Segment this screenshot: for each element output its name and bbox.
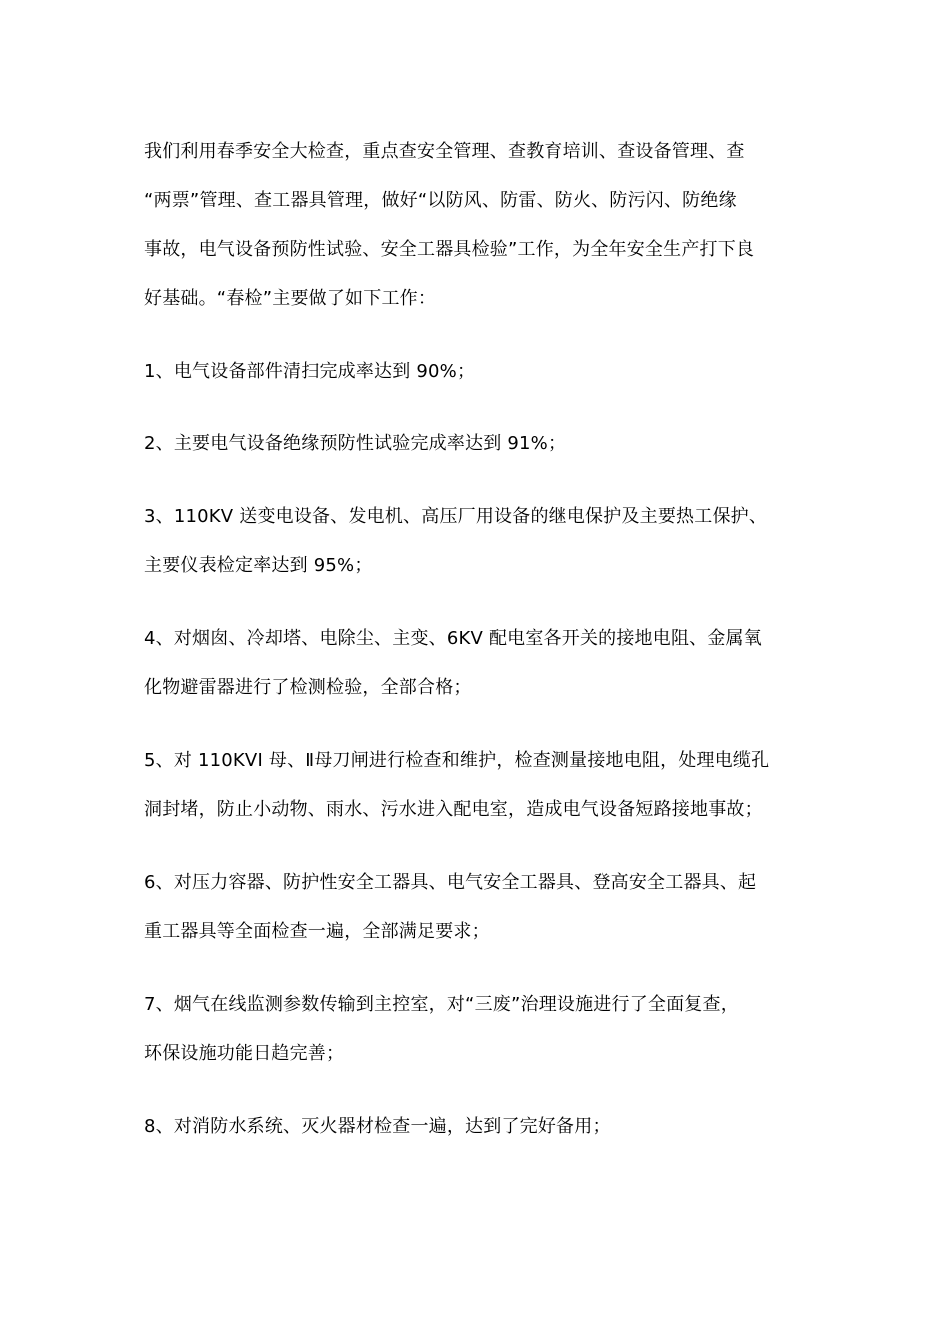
list-item-line: 4、对烟囱、冷却塔、电除尘、主变、6KV 配电室各开关的接地电阻、金属氧: [144, 628, 762, 649]
list-item-line: 环保设施功能日趋完善；: [144, 1043, 345, 1064]
list-item-line: 3、110KV 送变电设备、发电机、高压厂用设备的继电保护及主要热工保护、: [144, 506, 768, 527]
list-item-8: [144, 1102, 816, 1151]
list-item-4: [144, 614, 816, 712]
intro-line: “两票”管理、查工器具管理，做好“以防风、防雷、防火、防污闪、防绝缘: [144, 190, 737, 211]
intro-line: 好基础。“春检”主要做了如下工作：: [144, 288, 437, 309]
list-item-3: [144, 492, 816, 590]
list-item-line: 2、主要电气设备绝缘预防性试验完成率达到 91%；: [144, 433, 567, 454]
list-item-line: 5、对 110KVI 母、Ⅱ母刀闸进行检查和维护，检查测量接地电阻，处理电缆孔: [144, 750, 770, 771]
list-item-line: 7、烟气在线监测参数传输到主控室，对“三废”治理设施进行了全面复查，: [144, 994, 739, 1015]
list-item-line: 主要仪表检定率达到 95%；: [144, 555, 373, 576]
list-item-line: 8、对消防水系统、灭火器材检查一遍，达到了完好备用；: [144, 1116, 611, 1137]
list-item-line: 重工器具等全面检查一遍，全部满足要求；: [144, 921, 490, 942]
intro-paragraph: [144, 127, 816, 323]
list-item-line: 1、电气设备部件清扫完成率达到 90%；: [144, 361, 476, 382]
list-item-line: 化物避雷器进行了检测检验，全部合格；: [144, 677, 472, 698]
list-item-line: 6、对压力容器、防护性安全工器具、电气安全工器具、登高安全工器具、起: [144, 872, 757, 893]
list-item-5: [144, 736, 816, 834]
intro-line: 我们利用春季安全大检查，重点查安全管理、查教育培训、查设备管理、查: [144, 141, 745, 162]
list-item-6: [144, 858, 816, 956]
list-item-2: [144, 419, 816, 468]
list-item-line: 洞封堵，防止小动物、雨水、污水进入配电室，造成电气设备短路接地事故；: [144, 799, 763, 820]
list-item-1: [144, 347, 816, 396]
intro-line: 事故，电气设备预防性试验、安全工器具检验”工作，为全年安全生产打下良: [144, 239, 755, 260]
list-item-7: [144, 980, 816, 1078]
